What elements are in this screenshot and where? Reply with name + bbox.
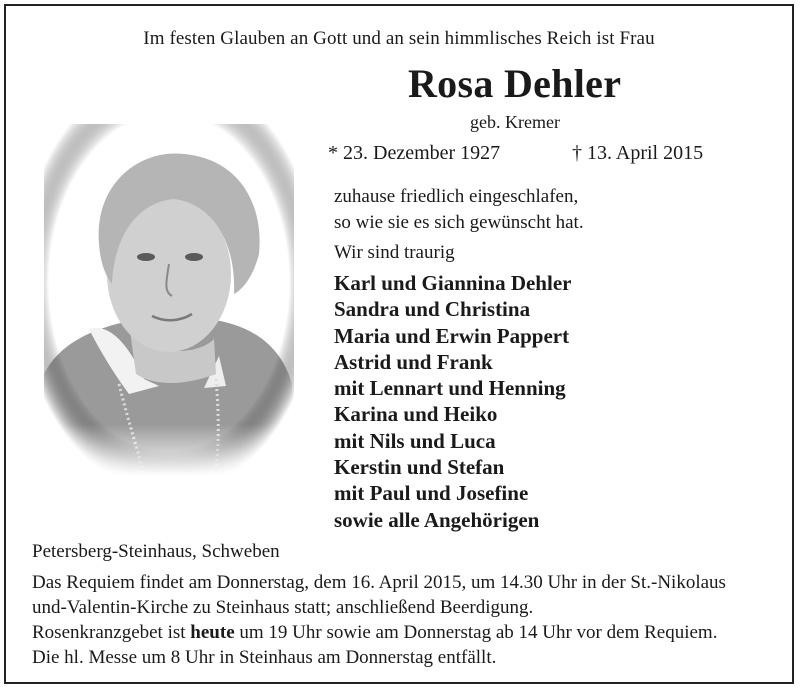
family-member: Maria und Erwin Pappert [334, 323, 570, 348]
family-member: Karina und Heiko [334, 402, 498, 427]
family-member: mit Nils und Luca [334, 428, 496, 453]
mourning-line: Wir sind traurig [334, 242, 455, 263]
family-member: sowie alle Angehörigen [334, 507, 540, 532]
death-date: † 13. April 2015 [572, 142, 704, 164]
maiden-name: geb. Kremer [470, 112, 560, 132]
notice-line: und-Valentin-Kirche zu Steinhaus statt; anschließend Beerdigung. [32, 597, 534, 618]
notice-text: Rosenkranzgebet ist [32, 622, 191, 643]
family-list [334, 270, 571, 533]
deceased-name: Rosa Dehler [408, 61, 622, 106]
family-member: mit Paul und Josefine [334, 481, 529, 506]
notice-line: Die hl. Messe um 8 Uhr in Steinhaus am Donnerstag entfällt. [32, 647, 497, 668]
family-member: Kerstin und Stefan [334, 455, 505, 480]
portrait-photo [44, 124, 294, 476]
funeral-notice [32, 570, 782, 670]
place-line: Petersberg-Steinhaus, Schweben [32, 541, 280, 562]
notice-text: um 19 Uhr sowie am Donnerstag ab 14 Uhr vor dem Requiem. [234, 622, 718, 643]
intro-line: Im festen Glauben an Gott und an sein himmlisches Reich ist Frau [143, 28, 655, 49]
passing-message [334, 184, 584, 236]
family-member: Karl und Giannina Dehler [334, 271, 572, 295]
birth-date: * 23. Dezember 1927 [328, 142, 501, 164]
notice-line [32, 620, 782, 645]
obituary-card [4, 4, 794, 684]
family-member: Astrid und Frank [334, 349, 493, 374]
family-member: mit Lennart und Henning [334, 376, 566, 401]
message-line: zuhause friedlich eingeschlafen, [334, 186, 579, 207]
message-line: so wie sie es sich gewünscht hat. [334, 212, 584, 233]
notice-emphasis: heute [190, 622, 235, 643]
family-member: Sandra und Christina [334, 297, 531, 322]
notice-line: Das Requiem findet am Donnerstag, dem 16. April 2015, um 14.30 Uhr in der St.-Nikolaus [32, 572, 726, 593]
